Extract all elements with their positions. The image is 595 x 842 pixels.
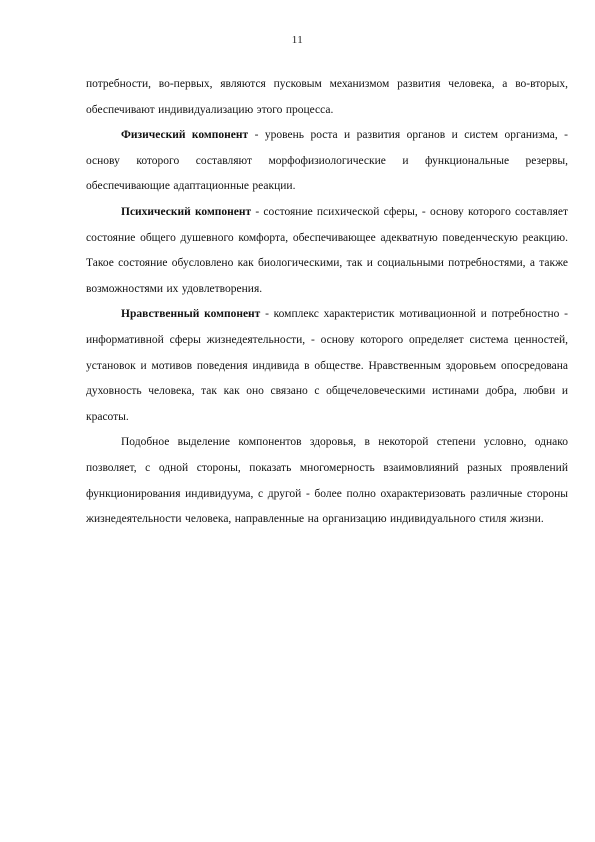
body-text <box>86 72 568 533</box>
term-moral-component: Нравственный компонент <box>121 308 261 321</box>
paragraph-moral-component <box>86 302 568 430</box>
paragraph-physical-component <box>86 123 568 200</box>
term-psychic-component: Психический компонент <box>121 205 252 218</box>
paragraph-text: - уровень роста и развития органов и систем организма, - основу которого составляют морфофизиологические и функциональные резервы, обеспечивающие адаптационные реакции. <box>86 129 568 193</box>
paragraph-text: - состояние психической сферы, - основу которого составляет состояние общего душевного комфорта, обеспечивающее адекватную поведенческую реакцию. Такое состояние обусловлено как биологическими, так и социальными потребностями, а также возможностями их удовлетворения. <box>86 205 568 295</box>
paragraph-psychic-component <box>86 200 568 302</box>
paragraph-continuation <box>86 72 568 123</box>
paragraph-conclusion <box>86 430 568 532</box>
paragraph-text: потребности, во-первых, являются пусковым механизмом развития человека, а во-вторых, обеспечивают индивидуализацию этого процесса. <box>86 78 568 116</box>
term-physical-component: Физический компонент <box>121 129 249 142</box>
paragraph-text: Подобное выделение компонентов здоровья, в некоторой степени условно, однако позволяет, с одной стороны, показать многомерность взаимовлияний разных проявлений функционирования индивидуума, с другой - более полно охарактеризовать различные стороны жизнедеятельности человека, направленные на организацию индивидуального стиля жизни. <box>86 436 568 526</box>
paragraph-text: - комплекс характеристик мотивационной и потребностно - информативной сферы жизнедеятельности, - основу которого определяет система ценностей, установок и мотивов поведения индивида в обществе. Нравственным здоровьем опосредована духовность человека, так как оно связано с общечеловеческими истинами добра, любви и красоты. <box>86 308 568 423</box>
page-number: 11 <box>291 34 304 46</box>
